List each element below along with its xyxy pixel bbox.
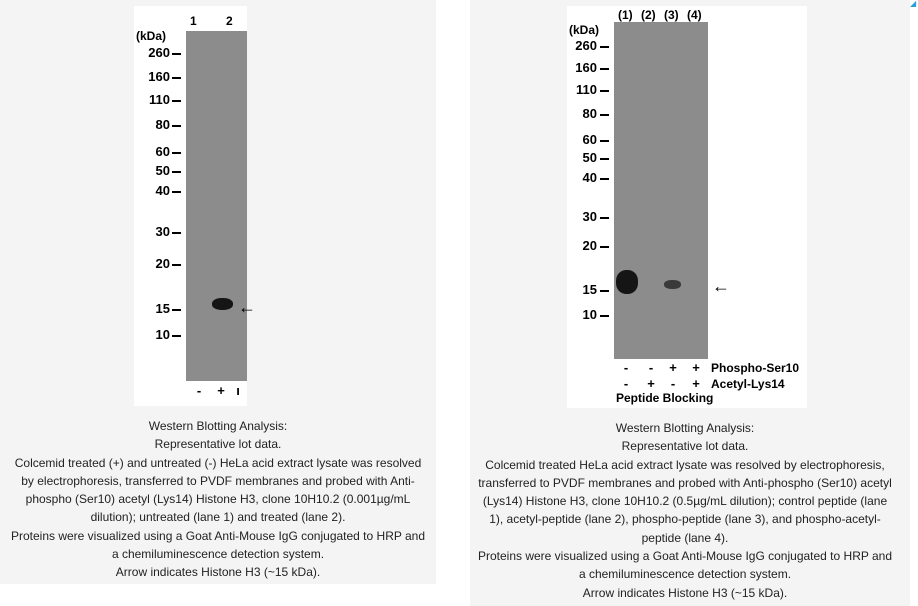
caption-line: Representative lot data.	[621, 439, 749, 454]
marker-label: 15	[155, 301, 170, 316]
marker-label: 80	[582, 106, 597, 121]
marker-tick	[172, 264, 181, 266]
histone-h3-band	[212, 298, 233, 310]
caption-line: Arrow indicates Histone H3 (~15 kDa).	[115, 565, 321, 580]
marker-label: 160	[148, 69, 170, 84]
treatment-sign: +	[217, 383, 225, 398]
caption-line: Colcemid treated HeLa acid extract lysate was resolved by electrophoresis,	[485, 457, 885, 472]
caption-line: peptide (lane 4).	[641, 530, 729, 545]
phospho-sign: -	[623, 360, 629, 375]
marker-label: 110	[149, 92, 170, 107]
marker-label: 160	[575, 60, 597, 75]
marker-tick	[172, 53, 181, 55]
lane-number-1: 1	[190, 14, 197, 28]
marker-tick	[172, 125, 181, 127]
marker-label: 20	[155, 256, 170, 271]
kda-label: (kDa)	[136, 29, 167, 43]
caption-line: Proteins were visualized using a Goat Anti-Mouse IgG conjugated to HRP and	[10, 528, 425, 543]
arrow-icon: ←	[712, 276, 730, 296]
western-blot-membrane	[614, 22, 708, 359]
left-blot-figure	[134, 6, 256, 406]
marker-label: 10	[582, 307, 597, 322]
caption-line: by electrophoresis, transferred to PVDF membranes and probed with Anti-	[21, 473, 415, 488]
right-blot-figure	[567, 6, 807, 408]
phospho-ser10-label: Phospho-Ser10	[711, 361, 800, 375]
lane-number-2: 2	[226, 14, 233, 28]
western-blot-membrane	[186, 31, 247, 381]
arrow-icon: ←	[238, 297, 256, 317]
lane-number-1: (1)	[618, 8, 633, 22]
marker-tick	[172, 191, 181, 193]
peptide-blocking-label: Peptide Blocking	[616, 391, 714, 405]
marker-tick	[600, 158, 609, 160]
acetyl-sign: -	[623, 376, 629, 391]
marker-tick	[172, 152, 181, 154]
lane-number-2: (2)	[641, 8, 656, 22]
caption-line: Western Blotting Analysis:	[615, 421, 755, 435]
left-blot-panel	[0, 0, 436, 584]
marker-tick	[600, 114, 609, 116]
marker-tick	[600, 178, 609, 180]
acetyl-sign: +	[692, 376, 700, 391]
marker-label: 80	[155, 117, 170, 132]
treatment-sign: -	[196, 383, 202, 398]
caption-line: Arrow indicates Histone H3 (~15 kDa).	[582, 585, 788, 600]
marker-tick	[600, 290, 609, 292]
caption-line: a chemiluminescence detection system.	[578, 567, 792, 582]
right-blot-panel	[470, 0, 910, 606]
lane-number-4: (4)	[687, 8, 702, 22]
phospho-sign: +	[692, 360, 700, 375]
marker-tick	[600, 68, 609, 70]
acetyl-sign: -	[670, 376, 676, 391]
marker-tick	[600, 90, 609, 92]
marker-label: 40	[582, 170, 597, 185]
caption-line: Western Blotting Analysis:	[148, 419, 288, 433]
marker-tick	[172, 171, 181, 173]
acetyl-sign: +	[647, 376, 655, 391]
caption-line: Representative lot data.	[154, 437, 282, 452]
marker-label: 260	[575, 38, 597, 53]
marker-tick	[172, 100, 181, 102]
treatment-sign: ı	[236, 383, 240, 398]
lane3-band	[664, 280, 681, 289]
marker-label: 60	[582, 132, 597, 147]
phospho-sign: +	[669, 360, 677, 375]
corner-mark: ◢	[910, 0, 917, 8]
marker-tick	[172, 232, 181, 234]
marker-tick	[600, 46, 609, 48]
marker-label: 20	[582, 238, 597, 253]
acetyl-lys14-label: Acetyl-Lys14	[711, 377, 785, 391]
kda-label: (kDa)	[569, 23, 600, 37]
marker-tick	[172, 309, 181, 311]
marker-label: 110	[576, 82, 597, 97]
caption-line: phospho (Ser10) acetyl (Lys14) Histone H3, clone 10H10.2 (0.001µg/mL	[25, 492, 411, 507]
marker-label: 50	[582, 150, 597, 165]
caption-line: 1), acetyl-peptide (lane 2), phospho-peptide (lane 3), and phospho-acetyl-	[489, 512, 881, 527]
caption-line: Proteins were visualized using a Goat Anti-Mouse IgG conjugated to HRP and	[477, 549, 892, 564]
marker-tick	[172, 77, 181, 79]
caption-line: (Lys14) Histone H3, clone 10H10.2 (0.5µg/mL dilution); control peptide (lane	[482, 494, 888, 509]
lane1-band	[616, 270, 638, 294]
caption-line: a chemiluminescence detection system.	[111, 547, 325, 562]
left-caption	[0, 417, 436, 582]
caption-line: Colcemid treated (+) and untreated (-) HeLa acid extract lysate was resolved	[14, 455, 422, 470]
marker-tick	[600, 246, 609, 248]
phospho-sign: -	[648, 360, 654, 375]
marker-label: 50	[155, 163, 170, 178]
caption-line: transferred to PVDF membranes and probed with Anti-phospho (Ser10) acetyl	[478, 475, 892, 490]
right-caption	[470, 419, 900, 602]
marker-tick	[600, 140, 609, 142]
marker-label: 260	[148, 45, 170, 60]
marker-tick	[600, 315, 609, 317]
marker-label: 10	[155, 327, 170, 342]
marker-label: 30	[582, 209, 597, 224]
marker-label: 40	[155, 183, 170, 198]
marker-label: 60	[155, 144, 170, 159]
marker-label: 30	[155, 224, 170, 239]
marker-label: 15	[582, 282, 597, 297]
caption-line: dilution); untreated (lane 1) and treated (lane 2).	[90, 510, 346, 525]
lane-number-3: (3)	[664, 8, 679, 22]
marker-tick	[172, 335, 181, 337]
marker-tick	[600, 217, 609, 219]
